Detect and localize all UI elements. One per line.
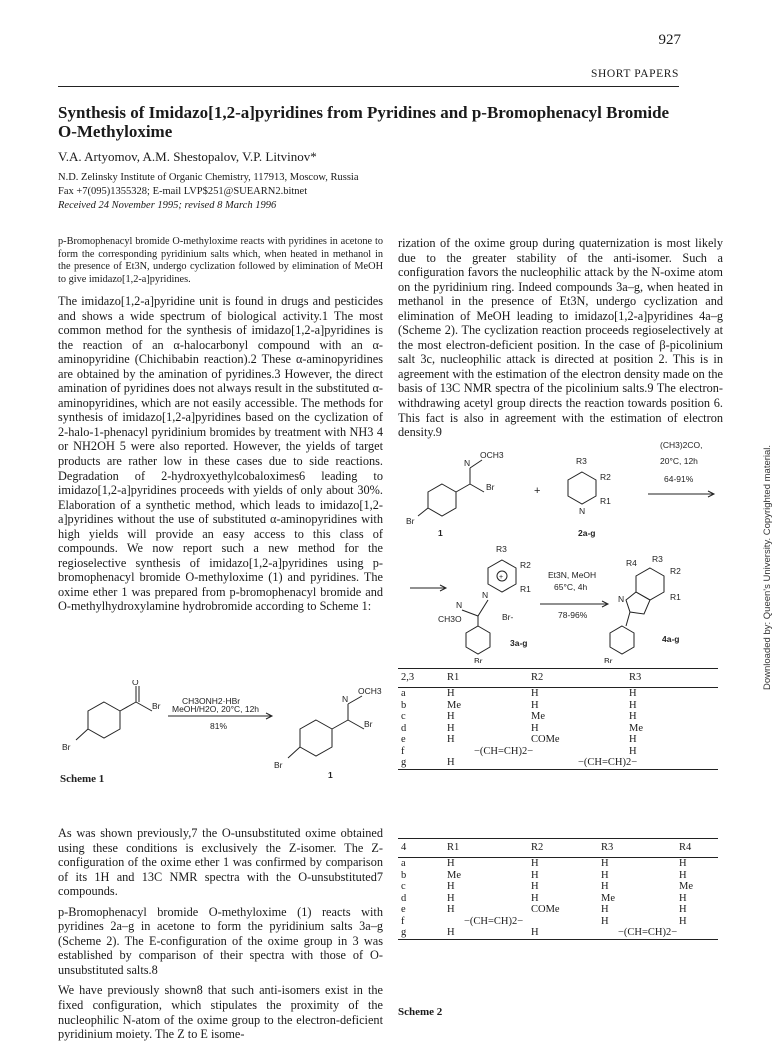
atom-label: Br — [486, 482, 495, 492]
table-row — [398, 870, 718, 882]
table-cell: H — [629, 711, 637, 722]
table-cell: COMe — [531, 734, 560, 745]
bond — [288, 747, 300, 758]
substituent-label: R2 — [600, 472, 611, 482]
download-watermark: Downloaded by: Queen's University. Copyrighted material. — [762, 444, 773, 690]
contact: Fax +7(095)1355328; E-mail LVP$251@SUEARN2.bitnet — [58, 186, 308, 197]
column-header: R1 — [447, 842, 460, 854]
atom-label: N — [456, 600, 463, 610]
atom-label: N — [482, 590, 489, 600]
table-cell: H — [447, 881, 455, 892]
table-cell: H — [601, 915, 609, 927]
right-column — [398, 236, 723, 446]
table-cell: H — [447, 711, 455, 722]
affiliation: N.D. Zelinsky Institute of Organic Chemistry, 117913, Moscow, Russia — [58, 172, 359, 183]
reagent: CH3ONH2·HBr — [182, 696, 241, 706]
column-header: R2 — [531, 672, 544, 684]
bond — [332, 720, 348, 729]
bond — [478, 600, 488, 616]
bond — [456, 484, 470, 492]
table-cell: Me — [531, 711, 545, 722]
table-row — [398, 858, 718, 870]
authors: V.A. Artyomov, A.M. Shestopalov, V.P. Litvinov* — [58, 149, 317, 164]
atom-label: Br — [364, 719, 373, 729]
table-cell: −(CH=CH)2− — [464, 915, 524, 927]
table-cell: H — [601, 881, 609, 892]
plus-sign: + — [534, 485, 541, 497]
table-cell: H — [447, 927, 455, 938]
atom-label: Br — [274, 760, 283, 770]
paragraph: As was shown previously,7 the O-unsubstituted oxime obtained using these conditions is exclusively the Z-isomer. The Z-configuration of the oxime ether 1 was confirmed by comparison of its 1H and 13C NMR spectra with the O-unsubstituted7 compounds. — [58, 826, 383, 899]
article-title: Synthesis of Imidazo[1,2-a]pyridines from Pyridines and p-Bromophenacyl Bromide O-Methyloxime — [58, 103, 670, 141]
header-rule — [58, 86, 679, 87]
table-cell: COMe — [531, 904, 560, 915]
atom-label: Br — [406, 516, 415, 526]
yield: 81% — [210, 721, 228, 731]
table-2-3 — [398, 668, 718, 770]
scheme-1-diagram — [58, 680, 388, 790]
table-cell: c — [401, 711, 406, 722]
conditions: (CH3)2CO, — [660, 440, 703, 450]
imidazole-ring — [626, 592, 650, 614]
table-cell: H — [531, 722, 539, 734]
yield: 78-96% — [558, 610, 588, 620]
table-cell: H — [531, 688, 539, 699]
substituent-label: R3 — [496, 544, 507, 554]
table-cell: H — [679, 869, 687, 881]
substituent-label: R3 — [576, 456, 587, 466]
table-cell: H — [531, 699, 539, 711]
compound-number: 1 — [328, 770, 333, 780]
left-column-continued — [58, 826, 383, 1048]
atom-label: OCH3 — [480, 450, 504, 460]
table-cell: H — [601, 904, 609, 915]
table-cell: d — [401, 892, 407, 904]
table-row — [398, 711, 718, 723]
table-4 — [398, 838, 718, 940]
bond — [470, 484, 484, 492]
left-column — [58, 236, 383, 620]
substituent-label: R3 — [652, 554, 663, 564]
table-row — [398, 688, 718, 700]
table-cell: c — [401, 881, 406, 892]
atom-label: Br — [62, 742, 71, 752]
section-header: SHORT PAPERS — [590, 68, 679, 80]
page-number: 927 — [658, 32, 681, 48]
atom-label: O — [132, 680, 139, 687]
atom-label: Br — [604, 656, 613, 663]
compound-number: 1 — [438, 528, 443, 538]
table-row — [398, 746, 718, 758]
column-header: R2 — [531, 842, 544, 854]
table-cell: H — [447, 858, 455, 869]
table-cell: H — [601, 869, 609, 881]
table-row — [398, 700, 718, 712]
column-header: R3 — [601, 842, 614, 854]
atom-label: OCH3 — [358, 686, 382, 696]
bond — [470, 460, 482, 468]
received-date: Received 24 November 1995; revised 8 March 1996 — [58, 200, 277, 211]
bond — [348, 696, 362, 704]
table-cell: H — [531, 881, 539, 892]
table-cell: Me — [447, 699, 461, 711]
compound-number: 2a-g — [578, 528, 596, 538]
atom-label: Br — [474, 656, 483, 663]
table-cell: H — [531, 858, 539, 869]
atom-label: N — [342, 694, 349, 704]
bond — [418, 508, 428, 516]
table-cell: H — [447, 757, 455, 768]
bond — [76, 729, 88, 740]
table-cell: H — [601, 858, 609, 869]
affiliation-block — [58, 171, 359, 213]
table-cell: e — [401, 734, 406, 745]
benzene-ring — [466, 626, 490, 654]
substituent-label: R2 — [520, 560, 531, 570]
paragraph: p-Bromophenacyl bromide O-methyloxime (1) reacts with pyridines 2a–g in acetone to form the pyridinium salts 3a–g (Scheme 2). The E-configuration of the oxime group in 3 was established by comparison of their spectra with those of O-unsubstituted salts.8 — [58, 904, 383, 977]
table-cell: Me — [447, 869, 461, 881]
pyridine-ring — [636, 568, 664, 600]
table-cell: H — [447, 722, 455, 734]
benzene-ring — [428, 484, 456, 516]
table-row — [398, 893, 718, 905]
table-cell: Me — [679, 881, 693, 892]
substituent-label: R1 — [670, 592, 681, 602]
paragraph: The imidazo[1,2-a]pyridine unit is found in drugs and pesticides and shows a wide spectrum of biological activity.1 The most common method for the synthesis of imidazo[1,2-a]pyridines is the reaction of an α-halocarbonyl compound with an α-aminopyridine (Chichibabin reaction).2 These α-aminopyridines are obtained by the amination of pyridines.3 However, the direct amination of pyridines does not always result in the substituted α-aminopyridines, which are not easily accessible. The methods for synthesis of imidazo[1,2-a]pyridines based on the cyclization of 2-halo-1-phenacyl pyridinium bromides by treatment with NH3 4 or NH2OH 5 were also reported. However, the yields of target products are rather low in these cases due to side reactions. Degradation of 2-hydroxyethylcobaloximes6 leading to imidazo[1,2-a]pyridines proceeds with yields of only about 30%. Elaboration of a synthetic method, which leads to imidazo[1,2-a]pyridines without the use of substituted α-aminopyridines with high yields will provide an easy access to this class of compounds. We now report such a new method for the regioselective synthesis of imidazo[1,2-a]pyridines using p-bromophenacyl bromide O-methyloxime (1) and pyridines. The oxime ether 1 was prepared from p-bromophenacyl bromide and O-methylhydroxylamine hydrobromide according to Scheme 1: — [58, 294, 383, 614]
atom-label: CH3O — [438, 614, 462, 624]
table-cell: f — [401, 745, 405, 757]
table-cell: H — [531, 892, 539, 904]
compound-number: 4a-g — [662, 634, 680, 644]
benzene-ring — [610, 626, 634, 654]
table-row — [398, 904, 718, 916]
table-cell: g — [401, 757, 407, 768]
table-cell: −(CH=CH)2− — [618, 927, 678, 938]
table-cell: H — [531, 927, 539, 938]
bond — [626, 612, 630, 626]
table-cell: H — [531, 869, 539, 881]
scheme-caption: Scheme 2 — [398, 1006, 443, 1018]
table-row — [398, 757, 718, 769]
bond — [348, 720, 364, 729]
substituent-label: R2 — [670, 566, 681, 576]
table-cell: H — [679, 915, 687, 927]
scheme-caption: Scheme 1 — [60, 773, 105, 785]
table-cell: b — [401, 699, 407, 711]
table-cell: −(CH=CH)2− — [578, 757, 638, 768]
table-row — [398, 723, 718, 735]
table-row — [398, 927, 718, 939]
conditions: Et3N, MeOH — [548, 570, 597, 580]
pyridine-ring — [568, 472, 596, 504]
table-cell: H — [447, 892, 455, 904]
table-cell: e — [401, 904, 406, 915]
column-header: 2,3 — [401, 672, 415, 684]
table-cell: Me — [601, 892, 615, 904]
atom-label: N — [579, 506, 586, 516]
benzene-ring — [88, 702, 120, 738]
table-cell: H — [679, 892, 687, 904]
counter-ion: Br- — [502, 612, 514, 622]
substituent-label: R1 — [600, 496, 611, 506]
table-cell: H — [629, 734, 637, 745]
substituent-label: R1 — [520, 584, 531, 594]
table-row — [398, 881, 718, 893]
scheme-2-diagram — [398, 438, 723, 663]
conditions: 20°C, 12h — [660, 456, 698, 466]
charge-label: + — [499, 574, 504, 581]
table-cell: f — [401, 915, 405, 927]
table-cell: H — [679, 904, 687, 915]
conditions: 65°C, 4h — [554, 582, 588, 592]
yield: 64-91% — [664, 474, 694, 484]
table-cell: H — [629, 688, 637, 699]
table-cell: H — [447, 904, 455, 915]
bond — [120, 702, 136, 711]
table-row — [398, 916, 718, 928]
table-cell: H — [447, 734, 455, 745]
conditions: MeOH/H2O, 20°C, 12h — [172, 704, 260, 714]
table-row — [398, 734, 718, 746]
table-cell: H — [447, 688, 455, 699]
paragraph: We have previously shown8 that such anti-isomers exist in the fixed configuration, which stipulates the proximity of the nucleophilic N-atom of the oxime group to the electron-deficient pyridinium moiety. The Z to E isome- — [58, 983, 383, 1042]
substituent-label: R4 — [626, 558, 637, 568]
atom-label: Br — [152, 701, 161, 711]
compound-number: 3a-g — [510, 638, 528, 648]
table-cell: −(CH=CH)2− — [474, 745, 534, 757]
table-cell: H — [679, 858, 687, 869]
abstract: p-Bromophenacyl bromide O-methyloxime reacts with pyridines in acetone to form the corresponding pyridinium salts which, when heated in methanol in the presence of Et3N, undergo cyclization followed by elimination of MeOH to give imidazo[1,2-a]pyridines. — [58, 236, 383, 285]
atom-label: N — [464, 458, 471, 468]
column-header: R3 — [629, 672, 642, 684]
table-cell: H — [629, 745, 637, 757]
table-cell: g — [401, 927, 407, 938]
paragraph: rization of the oxime group during quaternization is most likely due to the greater stability of the anti-isomer. Such a configuration favors the nucleophilic attack by the N-oxime atom on the pyridinium ring. Indeed compounds 3a–g, when heated in methanol in the presence of Et3N, undergo cyclization and elimination of MeOH leading to imidazo[1,2-a]pyridines 4a–g (Scheme 2). The cyclization reaction proceeds regioselectively at the most electron-deficient position. In the case of β-picolinium salt 3c, nucleophilic attack is directed at position 2. This is in agreement with the estimation of the electron density made on the basis of 13C NMR spectra of the picolinium salts.9 The electron-withdrawing acetyl group directs the reaction towards position 6. This fact is also in agreement with the estimation of electron density.9 — [398, 236, 723, 440]
table-cell: a — [401, 688, 406, 699]
atom-label: N — [618, 594, 625, 604]
table-cell: H — [629, 699, 637, 711]
table-cell: a — [401, 858, 406, 869]
bond — [462, 610, 478, 616]
bond — [136, 702, 152, 711]
benzene-ring — [300, 720, 332, 756]
table-cell: b — [401, 869, 407, 881]
table-cell: Me — [629, 722, 643, 734]
table-cell: d — [401, 722, 407, 734]
column-header: R4 — [679, 842, 692, 854]
column-header: R1 — [447, 672, 460, 684]
column-header: 4 — [401, 842, 407, 854]
